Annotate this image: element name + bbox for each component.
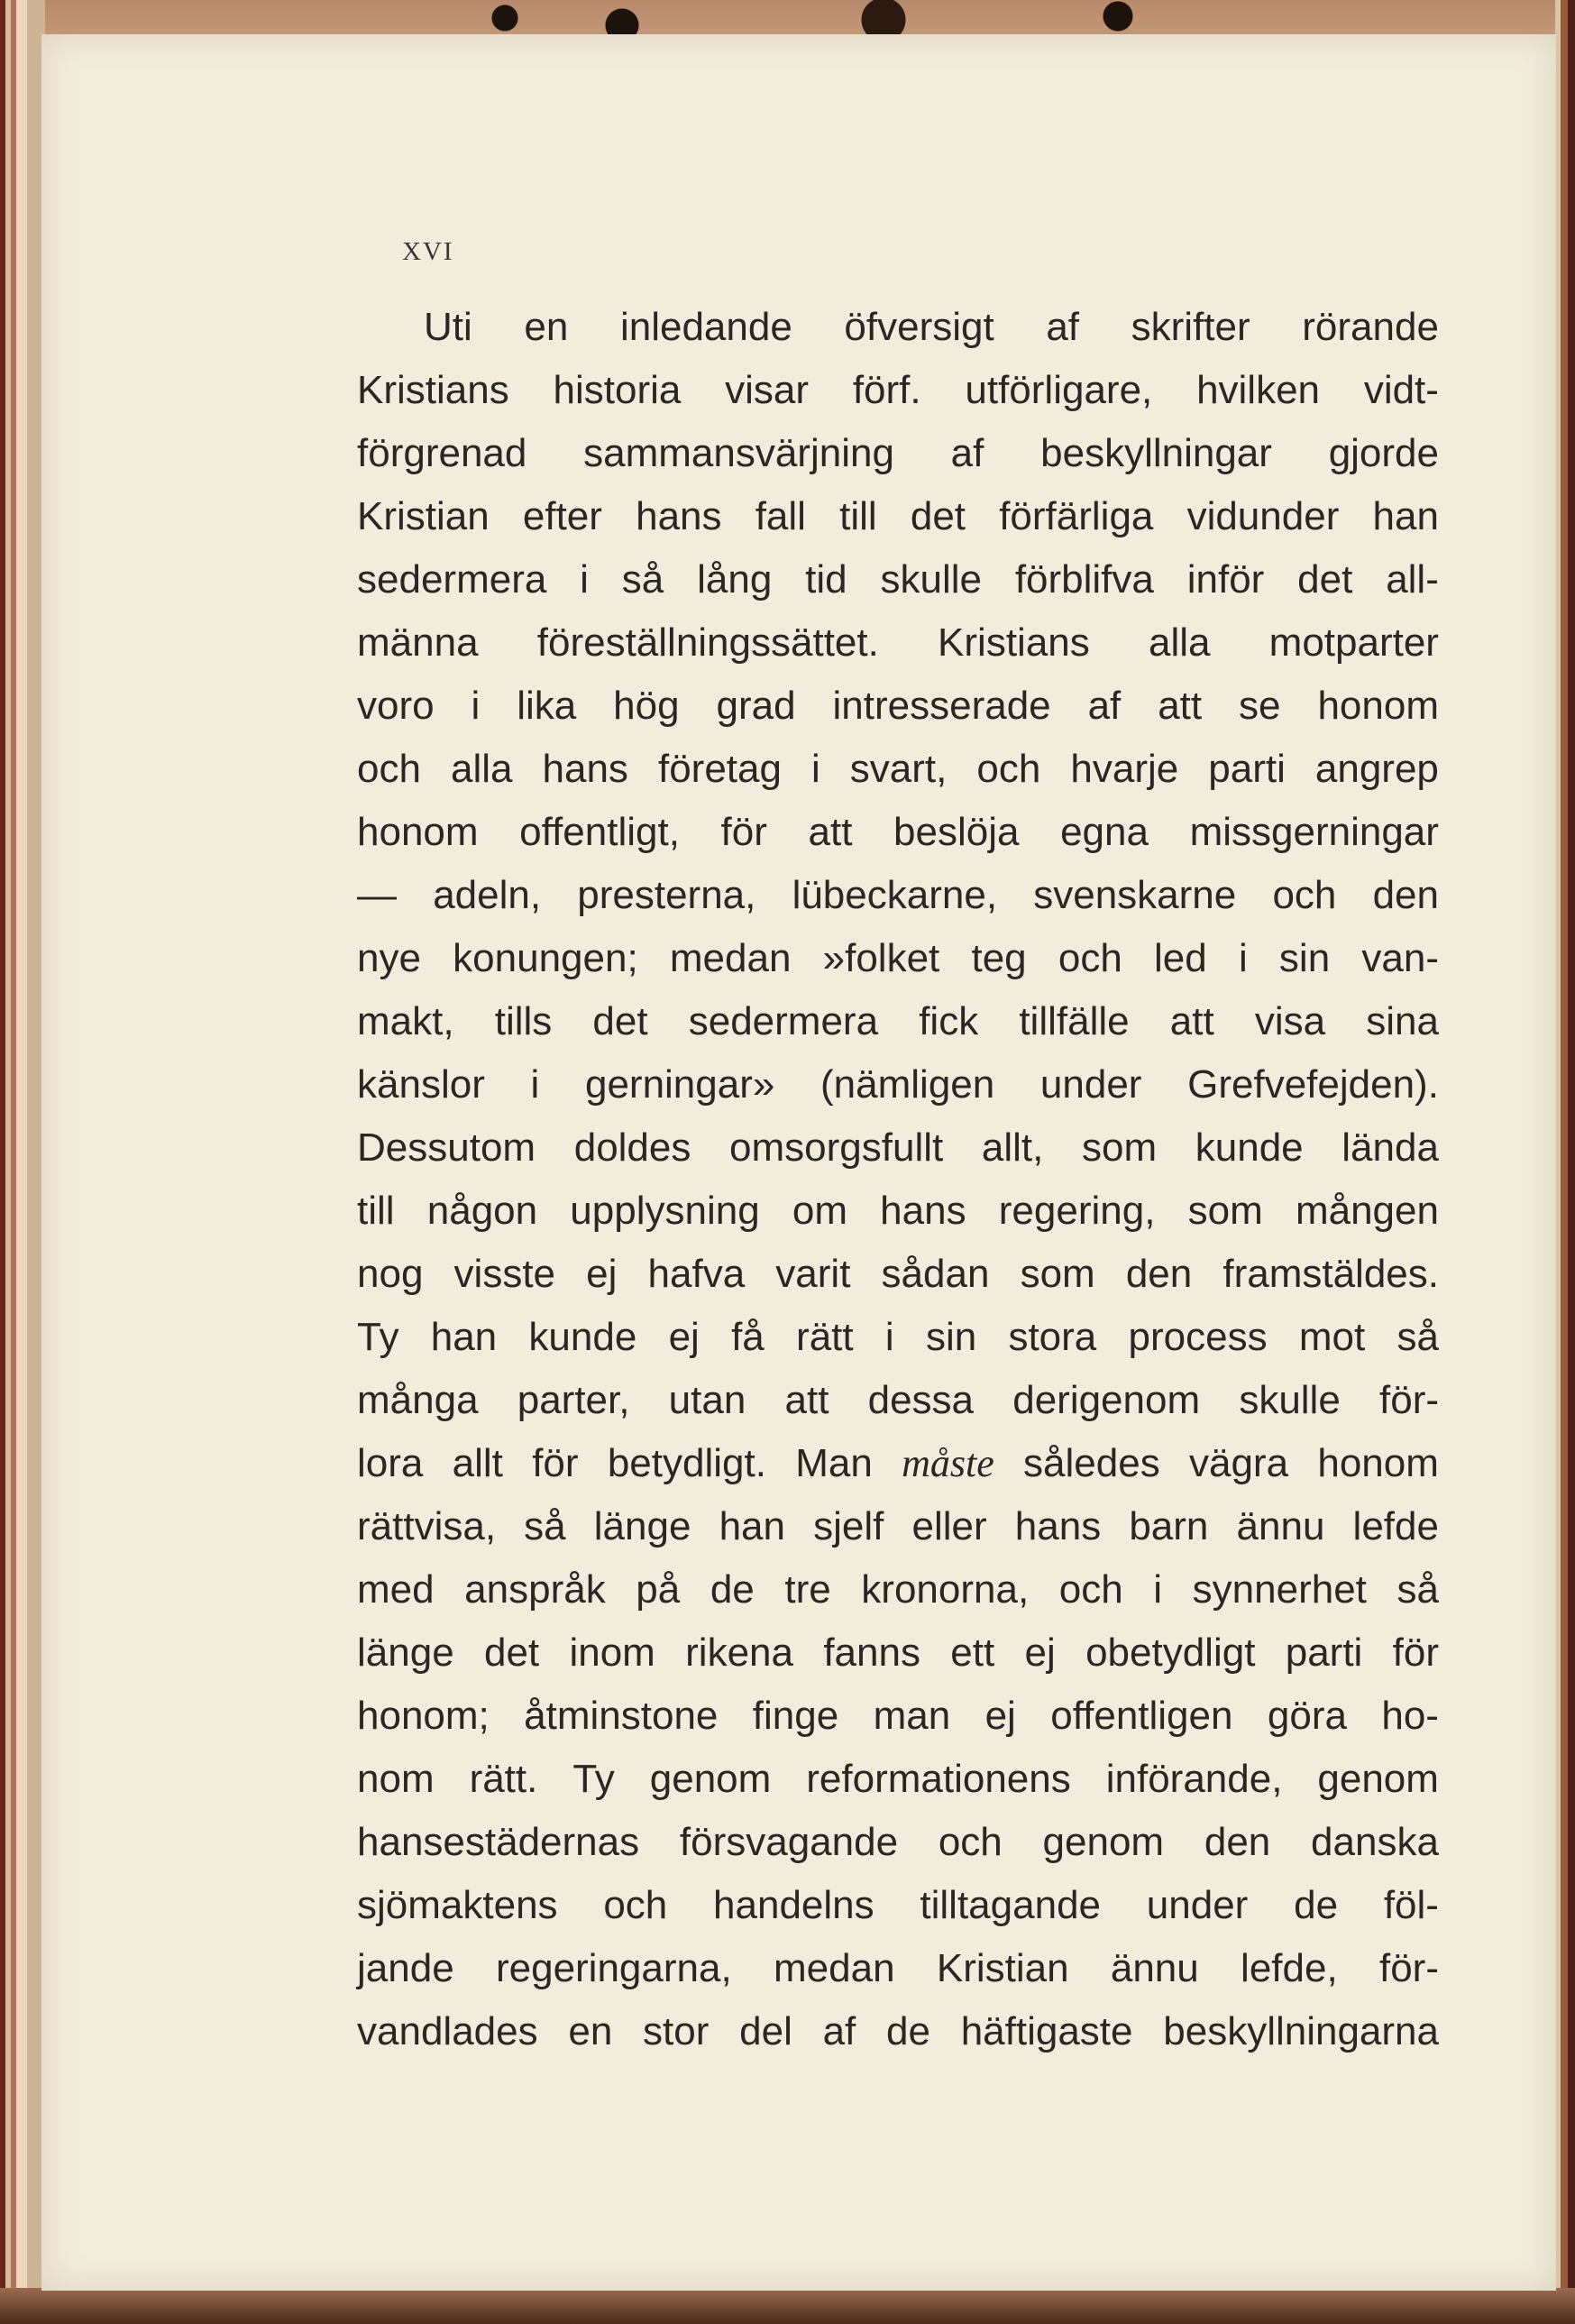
word: i: [884, 1315, 894, 1359]
word: i: [471, 684, 481, 728]
text-line: [357, 1874, 1439, 1937]
word: motparter: [1268, 620, 1439, 665]
word: presterna,: [577, 873, 756, 917]
word: se: [1239, 684, 1281, 728]
word: offentligen: [1050, 1694, 1233, 1738]
word: någon: [426, 1189, 538, 1233]
word: honom: [357, 810, 479, 854]
word: i: [1153, 1567, 1163, 1612]
word: af: [1087, 684, 1122, 728]
word: lefde,: [1241, 1946, 1338, 1990]
word: ännu: [1236, 1504, 1325, 1548]
text-line: [357, 1180, 1439, 1243]
word: svenskarne: [1033, 873, 1237, 917]
text-line: [357, 1558, 1439, 1621]
word: beskyllningar: [1040, 431, 1272, 475]
word: medan: [669, 936, 792, 980]
word: lora: [357, 1441, 424, 1485]
word: ej: [1024, 1630, 1056, 1675]
text-line: [357, 864, 1439, 927]
word: genom: [1042, 1820, 1165, 1864]
word: till: [357, 1189, 395, 1233]
word: hög: [613, 684, 680, 728]
word: barn: [1129, 1504, 1209, 1548]
word: hans: [542, 747, 628, 791]
book-right-edge: [1555, 0, 1575, 2324]
text-line: [357, 1306, 1439, 1369]
book-page: [41, 34, 1556, 2291]
word: Kristians: [938, 620, 1090, 665]
word: eller: [911, 1504, 987, 1548]
word: rörande: [1302, 305, 1439, 349]
word: för-: [1379, 1378, 1439, 1422]
word: makt,: [357, 999, 454, 1043]
word: att: [1158, 684, 1203, 728]
text-line: [357, 359, 1439, 422]
word: inom: [569, 1630, 655, 1675]
text-line: [357, 675, 1439, 738]
word: förblifva: [1014, 557, 1154, 602]
text-line: [357, 485, 1439, 548]
word: som: [1020, 1252, 1095, 1296]
word: nom: [357, 1757, 435, 1801]
word: derigenom: [1012, 1378, 1201, 1422]
word: en: [524, 305, 569, 349]
word: och: [976, 747, 1041, 791]
word: rätt.: [469, 1757, 538, 1801]
word: utförligare,: [965, 368, 1153, 412]
text-line: [357, 1621, 1439, 1685]
word: lända: [1341, 1125, 1439, 1170]
word: mot: [1298, 1315, 1366, 1359]
word: doldes: [573, 1125, 691, 1170]
word: göra: [1267, 1694, 1347, 1738]
text-line: [357, 990, 1439, 1053]
word: ej: [984, 1694, 1016, 1738]
word: de: [710, 1567, 755, 1612]
word: hafva: [647, 1252, 746, 1296]
word: sin: [925, 1315, 977, 1359]
word: öfversigt: [844, 305, 994, 349]
word: led: [1154, 936, 1207, 980]
word: genom: [1317, 1757, 1439, 1801]
text-line: [357, 738, 1439, 801]
word: Ty: [572, 1757, 615, 1801]
word: missgerningar: [1189, 810, 1439, 854]
word: rättvisa,: [357, 1504, 497, 1548]
word: den: [1372, 873, 1439, 917]
word: ett: [950, 1630, 995, 1675]
text-line: [357, 1369, 1439, 1432]
word: genom: [649, 1757, 772, 1801]
word: sammansvärjning: [583, 431, 894, 475]
word: fick: [919, 999, 979, 1043]
word: af: [1046, 305, 1080, 349]
word: gjorde: [1328, 431, 1439, 475]
word: införande,: [1105, 1757, 1283, 1801]
word: i: [530, 1062, 540, 1107]
word: kunde: [528, 1315, 637, 1359]
word: han: [719, 1504, 785, 1548]
word: förfärliga: [999, 494, 1154, 538]
word: rikena: [685, 1630, 793, 1675]
text-line: [357, 611, 1439, 675]
word: egna: [1060, 810, 1149, 854]
word: vidunder: [1186, 494, 1340, 538]
word: tre: [784, 1567, 831, 1612]
word: —: [357, 873, 397, 917]
word: (nämligen: [820, 1062, 995, 1107]
word: visste: [453, 1252, 556, 1296]
word: intresserade: [832, 684, 1051, 728]
word: den: [1204, 1820, 1271, 1864]
word: tid: [805, 557, 847, 602]
word: ej: [668, 1315, 700, 1359]
word: skulle: [880, 557, 982, 602]
text-line: [357, 548, 1439, 611]
word: dessa: [867, 1378, 975, 1422]
word: beslöja: [893, 810, 1020, 854]
text-line: [357, 1685, 1439, 1748]
word: anspråk: [464, 1567, 606, 1612]
word: Kristian: [936, 1946, 1069, 1990]
word: till: [839, 494, 877, 538]
word: kunde: [1195, 1125, 1304, 1170]
word: reformationens: [806, 1757, 1071, 1801]
word: lika: [517, 684, 577, 728]
word: männa: [357, 620, 479, 665]
word: hans: [880, 1189, 966, 1233]
word: process: [1128, 1315, 1268, 1359]
word: jande: [357, 1946, 454, 1990]
word: alla: [450, 747, 513, 791]
word: honom;: [357, 1694, 490, 1738]
word: sådan: [881, 1252, 990, 1296]
text-line: [357, 1243, 1439, 1306]
word: honom: [1317, 684, 1439, 728]
word: under: [1146, 1883, 1249, 1927]
word: på: [636, 1567, 681, 1612]
word: skrifter: [1131, 305, 1250, 349]
word: lång: [697, 557, 773, 602]
word: angrep: [1314, 747, 1439, 791]
word: han: [1372, 494, 1439, 538]
word: måste: [902, 1441, 994, 1485]
word: tilltagande: [920, 1883, 1102, 1927]
text-line: [357, 1937, 1439, 2000]
word: med: [357, 1567, 435, 1612]
word: som: [1187, 1189, 1263, 1233]
word: Dessutom: [357, 1125, 536, 1170]
text-line: [357, 1053, 1439, 1116]
word: konungen;: [453, 936, 638, 980]
word: ännu: [1110, 1946, 1199, 1990]
word: förgrenad: [357, 431, 527, 475]
word: betydligt.: [607, 1441, 766, 1485]
word: och: [1058, 936, 1122, 980]
word: och: [357, 747, 421, 791]
word: och: [938, 1820, 1003, 1864]
word: vägra: [1188, 1441, 1289, 1485]
word: om: [792, 1189, 847, 1233]
word: obetydligt: [1085, 1630, 1256, 1675]
word: Man: [795, 1441, 873, 1485]
word: sin: [1278, 936, 1331, 980]
word: länge: [357, 1630, 454, 1675]
word: sedermera: [357, 557, 547, 602]
book-binding-edge: [0, 0, 45, 2324]
page-number: XVI: [402, 237, 454, 266]
body-text: [357, 296, 1439, 2063]
word: voro: [357, 684, 435, 728]
word: allt: [452, 1441, 503, 1485]
word: sedermera: [688, 999, 879, 1043]
word: sjelf: [813, 1504, 884, 1548]
book-bottom-board: [0, 2288, 1575, 2324]
word: det: [592, 999, 648, 1043]
text-line: [357, 1432, 1439, 1495]
word: således: [1023, 1441, 1160, 1485]
word: för: [532, 1441, 579, 1485]
word: i: [580, 557, 589, 602]
word: få: [731, 1315, 765, 1359]
word: som: [1081, 1125, 1158, 1170]
word: hvilken: [1196, 368, 1321, 412]
text-line: [357, 1495, 1439, 1558]
word: beskyllningarna: [1163, 2009, 1439, 2053]
word: förf.: [852, 368, 921, 412]
word: visar: [725, 368, 810, 412]
word: de: [1294, 1883, 1339, 1927]
word: historia: [553, 368, 682, 412]
word: »folket: [822, 936, 940, 980]
word: inledande: [619, 305, 792, 349]
word: finge: [752, 1694, 839, 1738]
word: svart,: [849, 747, 948, 791]
word: regering,: [998, 1189, 1156, 1233]
text-line: [357, 296, 1439, 359]
word: vidt-: [1363, 368, 1439, 412]
word: Kristian: [357, 494, 490, 538]
word: för: [1392, 1630, 1439, 1675]
word: så: [621, 557, 664, 602]
text-line: [357, 801, 1439, 864]
word: sina: [1366, 999, 1439, 1043]
word: känslor: [357, 1062, 485, 1107]
word: hans: [1014, 1504, 1102, 1548]
word: allt,: [981, 1125, 1044, 1170]
word: många: [357, 1378, 479, 1422]
word: det: [910, 494, 966, 538]
word: kronorna,: [861, 1567, 1030, 1612]
word: omsorgsfullt: [729, 1125, 944, 1170]
word: regeringarna,: [495, 1946, 732, 1990]
word: honom: [1317, 1441, 1439, 1485]
word: hans: [636, 494, 722, 538]
word: af: [822, 2009, 856, 2053]
word: framstäldes.: [1222, 1252, 1439, 1296]
word: föreställningssättet.: [536, 620, 879, 665]
word: fall: [755, 494, 806, 538]
word: skulle: [1239, 1378, 1341, 1422]
word: adeln,: [433, 873, 542, 917]
word: rätt: [796, 1315, 854, 1359]
word: och: [1272, 873, 1337, 917]
word: teg: [971, 936, 1027, 980]
word: grad: [716, 684, 796, 728]
word: af: [950, 431, 984, 475]
word: den: [1125, 1252, 1193, 1296]
word: upplysning: [570, 1189, 760, 1233]
text-line: [357, 1748, 1439, 1811]
word: parti: [1208, 747, 1286, 791]
word: parter,: [517, 1378, 630, 1422]
word: lübeckarne,: [792, 873, 998, 917]
word: under: [1039, 1062, 1142, 1107]
word: sjömaktens: [357, 1883, 558, 1927]
word: gerningar»: [584, 1062, 775, 1107]
word: synnerhet: [1192, 1567, 1367, 1612]
word: danska: [1311, 1820, 1439, 1864]
word: fanns: [823, 1630, 920, 1675]
word: de: [886, 2009, 930, 2053]
word: i: [810, 747, 820, 791]
word: försvagande: [679, 1820, 899, 1864]
word: lefde: [1352, 1504, 1439, 1548]
word: tills: [494, 999, 553, 1043]
word: ho-: [1381, 1694, 1439, 1738]
text-line: [357, 422, 1439, 485]
word: stor: [643, 2009, 710, 2053]
word: att: [808, 810, 853, 854]
word: offentligt,: [519, 810, 680, 854]
word: medan: [774, 1946, 895, 1990]
word: efter: [522, 494, 602, 538]
word: åtminstone: [524, 1694, 719, 1738]
word: nye: [357, 936, 421, 980]
word: det: [1297, 557, 1353, 602]
word: Uti: [424, 305, 472, 349]
word: mången: [1295, 1189, 1439, 1233]
word: parti: [1285, 1630, 1363, 1675]
word: utan: [668, 1378, 746, 1422]
word: vandlades: [357, 2009, 538, 2053]
word: att: [1169, 999, 1214, 1043]
word: all-: [1386, 557, 1439, 602]
word: så: [1396, 1567, 1439, 1612]
word: för-: [1378, 1946, 1439, 1990]
word: föl-: [1383, 1883, 1439, 1927]
word: i: [1238, 936, 1248, 980]
text-line: [357, 1116, 1439, 1180]
word: visa: [1254, 999, 1326, 1043]
word: inför: [1186, 557, 1265, 602]
text-line: [357, 2000, 1439, 2063]
word: ej: [586, 1252, 618, 1296]
text-line: [357, 1811, 1439, 1874]
word: det: [483, 1630, 540, 1675]
word: och: [603, 1883, 668, 1927]
word: man: [873, 1694, 951, 1738]
word: och: [1058, 1567, 1123, 1612]
word: häftigaste: [960, 2009, 1133, 2053]
text-line: [357, 927, 1439, 990]
word: att: [784, 1378, 829, 1422]
word: han: [430, 1315, 498, 1359]
word: hansestädernas: [357, 1820, 640, 1864]
word: Grefvefejden).: [1187, 1062, 1439, 1107]
word: stora: [1008, 1315, 1097, 1359]
word: del: [739, 2009, 792, 2053]
word: företag: [657, 747, 782, 791]
word: alla: [1148, 620, 1211, 665]
word: tillfälle: [1019, 999, 1130, 1043]
word: länge: [593, 1504, 691, 1548]
word: nog: [357, 1252, 424, 1296]
word: Ty: [357, 1315, 399, 1359]
word: Kristians: [357, 368, 509, 412]
word: van-: [1361, 936, 1439, 980]
word: för: [720, 810, 767, 854]
word: hvarje: [1070, 747, 1179, 791]
word: så: [1396, 1315, 1439, 1359]
word: en: [568, 2009, 613, 2053]
word: handelns: [713, 1883, 874, 1927]
word: varit: [775, 1252, 851, 1296]
word: så: [524, 1504, 566, 1548]
